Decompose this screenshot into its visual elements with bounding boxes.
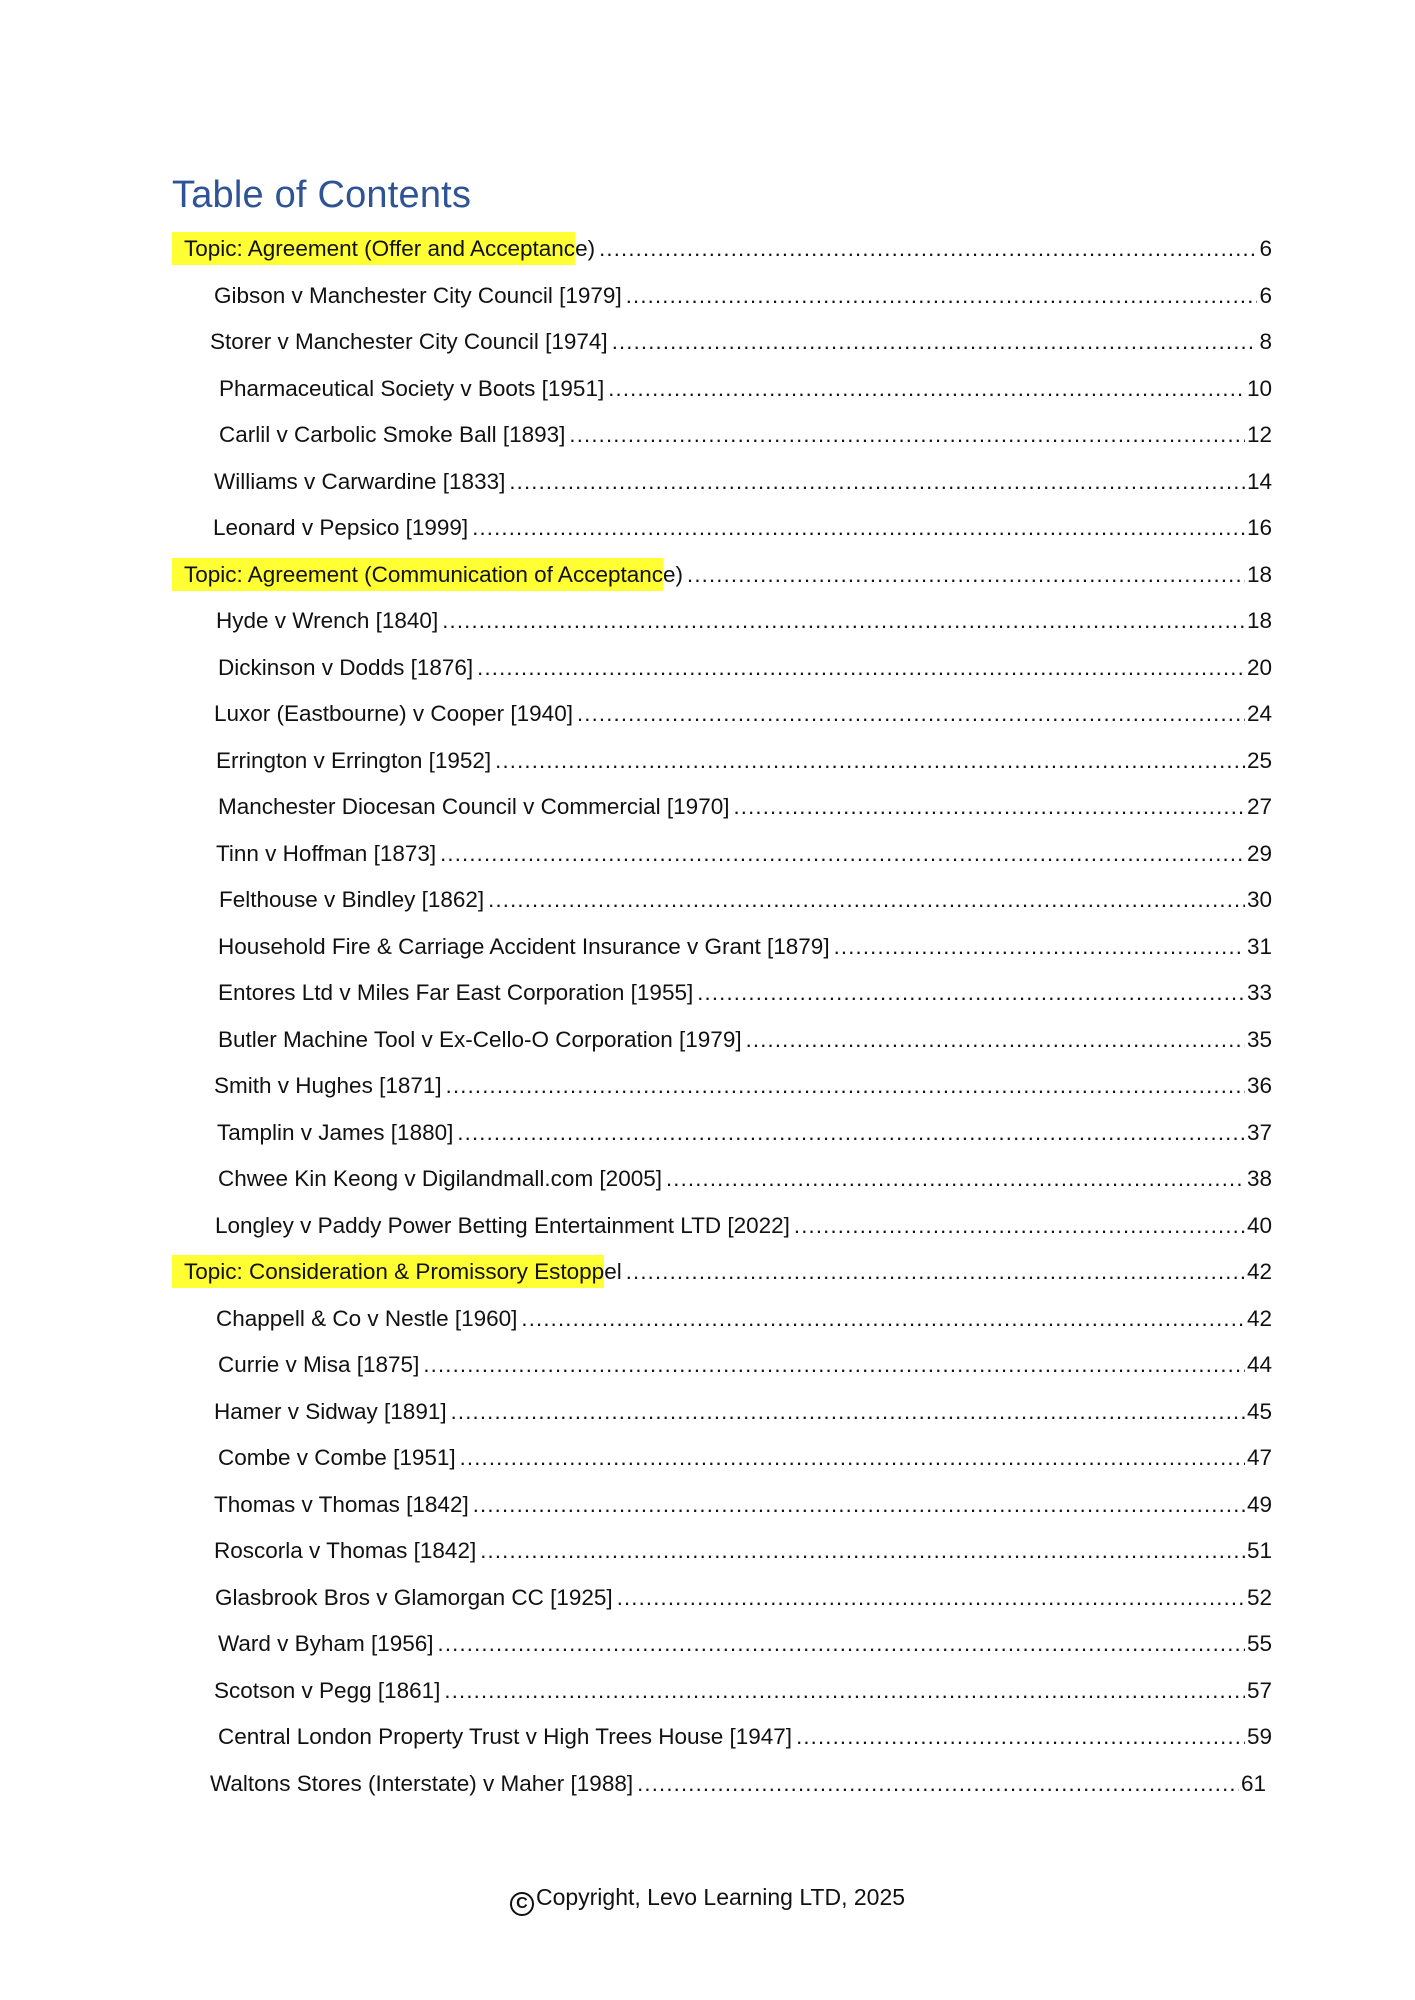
dot-leader [612,329,1258,355]
toc-page-number: 49 [1246,1491,1272,1517]
toc-page-number: 40 [1246,1212,1272,1238]
toc-case-entry[interactable] [0,831,1272,878]
dot-leader [460,1445,1245,1471]
dot-leader [834,934,1245,960]
dot-leader [617,1585,1245,1611]
toc-case-label: Household Fire & Carriage Accident Insurance v Grant [1879] [218,933,830,959]
toc-case-label: Glasbrook Bros v Glamorgan CC [1925] [215,1584,613,1610]
dot-leader [473,1492,1245,1518]
toc-topic-label [172,1259,626,1285]
toc-case-label: Thomas v Thomas [1842] [214,1491,469,1517]
toc-case-label: Dickinson v Dodds [1876] [218,654,474,680]
toc-case-entry[interactable] [0,738,1272,785]
dot-leader [521,1306,1245,1332]
dot-leader [794,1213,1245,1239]
toc-case-label: Felthouse v Bindley [1862] [219,887,485,913]
toc-case-label: Chwee Kin Keong v Digilandmall.com [2005] [218,1166,662,1192]
dot-leader [423,1352,1245,1378]
copyright-icon: C [510,1892,534,1916]
toc-page-number: 16 [1246,515,1272,541]
toc-case-entry[interactable] [0,1017,1272,1064]
toc-page-number: 10 [1246,375,1272,401]
toc-page-number: 18 [1246,561,1272,587]
toc-case-entry[interactable] [0,1156,1272,1203]
toc-case-entry[interactable] [0,1528,1272,1575]
toc-case-label: Waltons Stores (Interstate) v Maher [1988] [210,1770,634,1796]
toc-page-number: 18 [1246,608,1272,634]
toc-page-number: 24 [1246,701,1272,727]
topic-highlight: Topic: Consideration & Promissory Estopp [172,1255,604,1288]
toc-case-entry[interactable] [0,1342,1272,1389]
toc-case-entry[interactable] [0,459,1272,506]
toc-case-entry[interactable] [0,1435,1272,1482]
toc-page-number: 30 [1246,887,1272,913]
topic-label-rest: e) [663,561,684,587]
footer-text: Copyright, Levo Learning LTD, 2025 [535,1884,906,1910]
toc-case-label: Smith v Hughes [1871] [214,1073,442,1099]
toc-case-entry[interactable] [0,1063,1272,1110]
toc-case-label: Luxor (Eastbourne) v Cooper [1940] [214,701,573,727]
topic-highlight: Topic: Agreement (Communication of Acceptanc [172,558,663,591]
toc-case-entry[interactable] [0,1389,1272,1436]
dot-leader [733,794,1245,820]
toc-case-label: Gibson v Manchester City Council [1979] [214,282,622,308]
toc-case-entry[interactable] [0,924,1272,971]
toc-page-number: 55 [1246,1631,1272,1657]
toc-page-number: 61 [1240,1770,1266,1796]
dot-leader [488,887,1245,913]
toc-page-number: 51 [1246,1538,1272,1564]
toc-case-label: Manchester Diocesan Council v Commercial [1970] [218,794,730,820]
dot-leader [608,376,1245,402]
toc-case-label: Storer v Manchester City Council [1974] [210,329,608,355]
toc-page-number: 31 [1246,933,1272,959]
dot-leader [569,422,1245,448]
dot-leader [444,1678,1245,1704]
toc-case-label: Leonard v Pepsico [1999] [213,515,469,541]
footer [0,1884,1415,1916]
toc-case-entry[interactable] [0,273,1272,320]
toc-page-number: 12 [1246,422,1272,448]
toc-topic-entry[interactable] [0,1249,1272,1296]
dot-leader [796,1724,1245,1750]
dot-leader [746,1027,1245,1053]
toc-topic-label [172,236,599,262]
toc-page-number: 8 [1259,329,1272,355]
toc-case-label: Chappell & Co v Nestle [1960] [216,1305,518,1331]
topic-highlight: Topic: Agreement (Offer and Acceptanc [172,232,575,265]
dot-leader [442,608,1245,634]
dot-leader [637,1771,1239,1797]
toc-page-number: 6 [1259,282,1272,308]
toc-case-entry[interactable] [0,1110,1272,1157]
toc-case-label: Currie v Misa [1875] [218,1352,420,1378]
toc-page-number: 20 [1246,654,1272,680]
dot-leader [477,655,1245,681]
toc-case-entry[interactable] [0,1203,1272,1250]
toc-case-entry[interactable] [0,1482,1272,1529]
dot-leader [697,980,1245,1006]
dot-leader [480,1538,1245,1564]
toc-case-label: Errington v Errington [1952] [216,747,492,773]
toc-page-number: 57 [1246,1677,1272,1703]
dot-leader [626,1259,1245,1285]
toc-case-label: Tinn v Hoffman [1873] [216,840,437,866]
toc-page-number: 44 [1246,1352,1272,1378]
toc-page-number: 14 [1246,468,1272,494]
toc-case-entry[interactable] [0,1761,1266,1808]
toc-case-label: Roscorla v Thomas [1842] [214,1538,477,1564]
dot-leader [599,236,1257,262]
toc-case-entry[interactable] [0,598,1272,645]
dot-leader [577,701,1245,727]
toc-case-entry[interactable] [0,366,1272,413]
dot-leader [687,562,1245,588]
toc-case-label: Longley v Paddy Power Betting Entertainment LTD [2022] [215,1212,790,1238]
dot-leader [438,1631,1245,1657]
toc-topic-entry[interactable] [0,226,1272,273]
dot-leader [440,841,1245,867]
toc-case-label: Entores Ltd v Miles Far East Corporation [1955] [218,980,694,1006]
toc-case-entry[interactable] [0,1668,1272,1715]
toc-case-entry[interactable] [0,970,1272,1017]
topic-label-rest: el [604,1259,622,1285]
toc-case-label: Hyde v Wrench [1840] [216,608,439,634]
toc-case-label: Williams v Carwardine [1833] [214,468,506,494]
toc-case-label: Scotson v Pegg [1861] [214,1677,441,1703]
dot-leader [451,1399,1245,1425]
toc-case-entry[interactable] [0,319,1272,366]
toc-case-entry[interactable] [0,877,1272,924]
toc-list [0,226,1415,1807]
toc-page-number: 42 [1246,1259,1272,1285]
dot-leader [509,469,1245,495]
toc-page-number: 37 [1246,1119,1272,1145]
dot-leader [666,1166,1245,1192]
toc-case-label: Central London Property Trust v High Trees House [1947] [218,1724,793,1750]
dot-leader [472,515,1245,541]
page-title: Table of Contents [172,174,472,216]
toc-case-entry[interactable] [0,645,1272,692]
toc-case-label: Pharmaceutical Society v Boots [1951] [219,375,605,401]
dot-leader [495,748,1245,774]
toc-case-entry[interactable] [0,505,1272,552]
toc-case-entry[interactable] [0,1714,1272,1761]
toc-page-number: 38 [1246,1166,1272,1192]
toc-case-entry[interactable] [0,784,1272,831]
toc-case-entry[interactable] [0,1621,1272,1668]
dot-leader [446,1073,1245,1099]
toc-case-label: Butler Machine Tool v Ex-Cello-O Corporation [1979] [218,1026,742,1052]
toc-page-number: 52 [1246,1584,1272,1610]
toc-page-number: 42 [1246,1305,1272,1331]
toc-page-number: 33 [1246,980,1272,1006]
toc-page-number: 35 [1246,1026,1272,1052]
toc-case-entry[interactable] [0,1296,1272,1343]
toc-page-number: 45 [1246,1398,1272,1424]
toc-case-label: Tamplin v James [1880] [217,1119,454,1145]
toc-page-number: 59 [1246,1724,1272,1750]
topic-label-rest: e) [575,236,596,262]
toc-page-number: 27 [1246,794,1272,820]
toc-case-label: Combe v Combe [1951] [218,1445,456,1471]
toc-page-number: 29 [1246,840,1272,866]
toc-case-entry[interactable] [0,691,1272,738]
dot-leader [626,283,1258,309]
toc-page-number: 36 [1246,1073,1272,1099]
toc-case-label: Ward v Byham [1956] [218,1631,434,1657]
toc-page-number: 47 [1246,1445,1272,1471]
dot-leader [457,1120,1245,1146]
toc-case-entry[interactable] [0,1575,1272,1622]
toc-case-label: Hamer v Sidway [1891] [214,1398,447,1424]
toc-page-number: 6 [1259,236,1272,262]
toc-topic-label [172,562,687,588]
toc-case-entry[interactable] [0,412,1272,459]
toc-page-number: 25 [1246,747,1272,773]
toc-topic-entry[interactable] [0,552,1272,599]
toc-case-label: Carlil v Carbolic Smoke Ball [1893] [219,422,566,448]
